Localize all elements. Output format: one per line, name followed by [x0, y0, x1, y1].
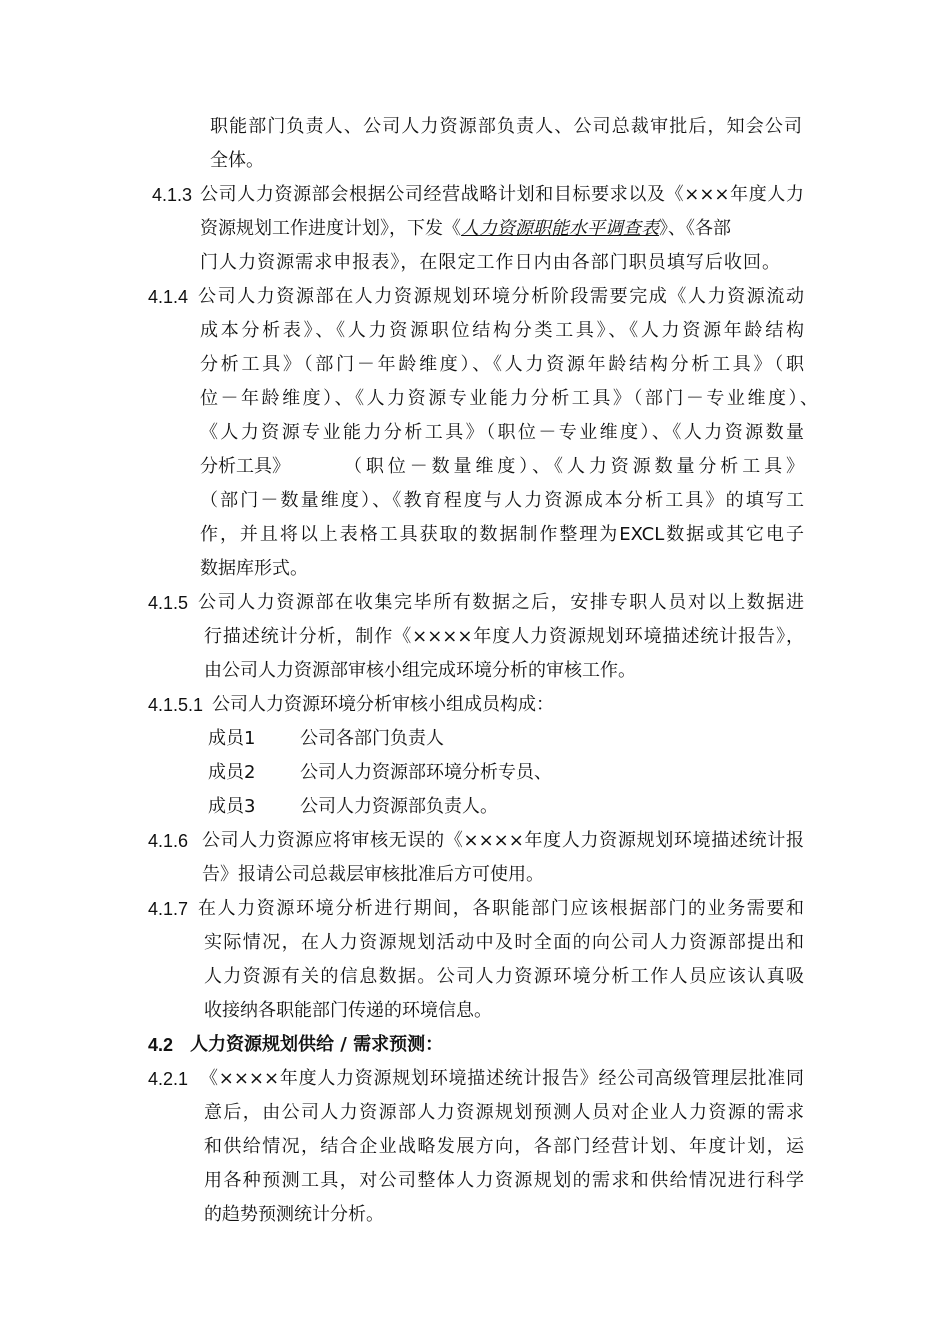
section-4-1-3-line: 门人力资源需求申报表》，在限定工作日内由各部门职员填写后收回。 — [200, 252, 780, 273]
paragraph-continuation-line: 职能部门负责人、公司人力资源部负责人、公司总裁审批后，知会公司 — [210, 116, 802, 137]
member-role: 公司人力资源部负责人。 — [300, 796, 498, 817]
section-number-4-1-5-1: 4.1.5.1 — [148, 695, 204, 715]
text-segment: 》、《各部 — [659, 218, 731, 239]
section-4-2-1-line: 意后，由公司人力资源部人力资源规划预测人员对企业人力资源的需求 — [204, 1102, 804, 1123]
section-4-1-4-line: （部门－数量维度）、《教育程度与人力资源成本分析工具》的填写工 — [200, 490, 804, 511]
section-4-1-5-line: 由公司人力资源部审核小组完成环境分析的审核工作。 — [204, 660, 636, 681]
member-role: 公司各部门负责人 — [300, 728, 444, 749]
section-4-1-4-line: 位－年龄维度）、《人力资源专业能力分析工具》（部门－专业维度）、 — [200, 388, 818, 409]
section-number-4-2: 4.2 — [148, 1035, 174, 1055]
form-link-skill-survey[interactable]: 人力资源职能水平调查表 — [461, 218, 659, 239]
section-number-4-2-1: 4.2.1 — [148, 1069, 189, 1089]
member-row — [208, 726, 444, 752]
section-number-4-1-6: 4.1.6 — [148, 831, 189, 851]
section-heading-4-2: 人力资源规划供给 / 需求预测： — [190, 1034, 444, 1055]
member-row — [208, 794, 498, 820]
member-name: 成员1 — [208, 728, 256, 749]
member-row — [208, 760, 552, 786]
section-4-1-4-line: 数据库形式。 — [200, 558, 308, 579]
section-4-1-3-line — [200, 216, 804, 242]
section-4-1-7-line: 人力资源有关的信息数据。公司人力资源环境分析工作人员应该认真吸 — [204, 966, 804, 987]
section-4-1-4-line: （职位－数量维度）、《人力资源数量分析工具》 — [344, 456, 804, 477]
section-4-1-7-line: 在人力资源环境分析进行期间，各职能部门应该根据部门的业务需要和 — [198, 898, 804, 919]
section-4-1-4-line: 作，并且将以上表格工具获取的数据制作整理为EXCL数据或其它电子 — [200, 524, 804, 545]
section-4-2-1-line: 用各种预测工具，对公司整体人力资源规划的需求和供给情况进行科学 — [204, 1170, 804, 1191]
section-number-4-1-3: 4.1.3 — [152, 185, 193, 205]
section-number-4-1-7: 4.1.7 — [148, 899, 189, 919]
section-4-2-1-line: 和供给情况，结合企业战略发展方向，各部门经营计划、年度计划，运 — [204, 1136, 804, 1157]
section-4-1-5-line: 公司人力资源部在收集完毕所有数据之后，安排专职人员对以上数据进 — [198, 592, 804, 613]
section-4-1-3-line: 公司人力资源部会根据公司经营战略计划和目标要求以及《×××年度人力 — [200, 184, 804, 205]
section-number-4-1-4: 4.1.4 — [148, 287, 189, 307]
text-segment: 资源规划工作进度计划》，下发《 — [200, 218, 461, 239]
section-4-1-7-line: 收接纳各职能部门传递的环境信息。 — [204, 1000, 492, 1021]
section-4-1-5-1-line: 公司人力资源环境分析审核小组成员构成： — [212, 694, 554, 715]
section-4-1-4-line: 分析工具》 — [200, 456, 290, 477]
section-4-1-4-line: 公司人力资源部在人力资源规划环境分析阶段需要完成《人力资源流动 — [198, 286, 804, 307]
section-4-1-4-line: 成本分析表》、《人力资源职位结构分类工具》、《人力资源年龄结构 — [200, 320, 804, 341]
member-name: 成员2 — [208, 762, 256, 783]
section-4-2-1-line: 的趋势预测统计分析。 — [204, 1204, 384, 1225]
section-4-1-5-line: 行描述统计分析，制作《××××年度人力资源规划环境描述统计报告》， — [204, 626, 804, 647]
section-number-4-1-5: 4.1.5 — [148, 593, 189, 613]
section-4-1-4-line: 分析工具》（部门－年龄维度）、《人力资源年龄结构分析工具》（职 — [200, 354, 804, 375]
section-4-1-6-line: 告》报请公司总裁层审核批准后方可使用。 — [202, 864, 544, 885]
paragraph-continuation-line: 全体。 — [210, 150, 264, 171]
section-4-1-7-line: 实际情况，在人力资源规划活动中及时全面的向公司人力资源部提出和 — [204, 932, 804, 953]
member-name: 成员3 — [208, 796, 256, 817]
section-4-1-6-line: 公司人力资源应将审核无误的《××××年度人力资源规划环境描述统计报 — [202, 830, 804, 851]
member-role: 公司人力资源部环境分析专员、 — [300, 762, 552, 783]
section-4-2-1-line: 《××××年度人力资源规划环境描述统计报告》经公司高级管理层批准同 — [200, 1068, 804, 1089]
section-4-1-4-line: 《人力资源专业能力分析工具》（职位－专业维度）、《人力资源数量 — [200, 422, 804, 443]
